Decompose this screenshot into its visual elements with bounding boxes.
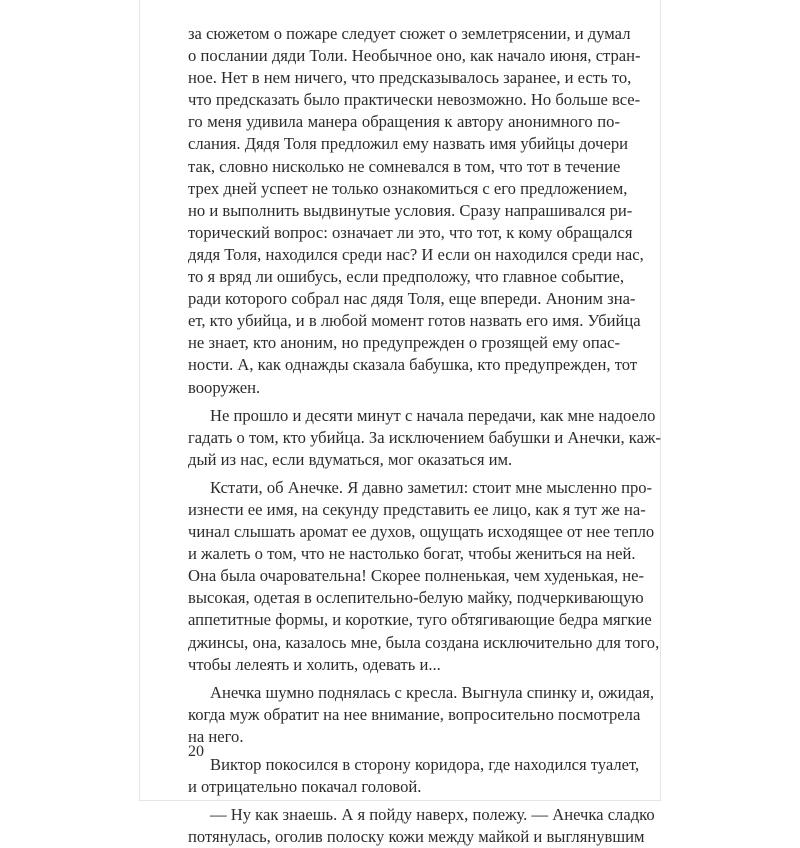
text-line: но и выполнить выдвинутые условия. Сразу напрашивался ри- — [188, 200, 633, 220]
text-line: и жалеть о том, что не настолько богат, чтобы жениться на ней. — [188, 544, 636, 564]
text-line: так, словно нисколько не сомневался в том, что тот в течение — [188, 156, 621, 176]
text-line: не знает, кто аноним, но предупрежден о грозящей ему опас- — [188, 333, 620, 353]
text-line: изнести ее имя, на секунду представить ее лицо, как я тут же на- — [188, 499, 646, 519]
text-line: чтобы лелеять и холить, одевать и... — [188, 654, 441, 674]
text-line: дядя Толя, находился среди нас? И если он находился среди нас, — [188, 244, 644, 264]
text-line: вооружен. — [188, 377, 261, 397]
text-line: Анечка шумно поднялась с кресла. Выгнула спинку и, ожидая, — [210, 682, 655, 702]
text-line: потянулась, оголив полоску кожи между майкой и выглянувшим — [188, 827, 645, 847]
text-line: когда муж обратит на нее внимание, вопросительно посмотрела — [188, 704, 641, 724]
paragraph — [188, 804, 655, 848]
paragraph — [188, 405, 661, 471]
text-line: то я вряд ли ошибусь, если предположу, что главное событие, — [188, 267, 625, 287]
text-line: Не прошло и десяти минут с начала передачи, как мне надоело — [210, 405, 656, 425]
text-line: за сюжетом о пожаре следует сюжет о землетрясении, и думал — [188, 24, 631, 43]
text-line: аппетитные формы, и короткие, туго обтягивающие бедра мягкие — [188, 610, 652, 630]
text-line: Виктор покосился в сторону коридора, где находился туалет, — [210, 755, 640, 774]
text-line: ради которого собрал нас дядя Толя, еще впереди. Аноним зна- — [188, 289, 636, 309]
paragraph — [188, 477, 660, 676]
text-line: ет, кто убийца, и в любой момент готов назвать его имя. Убийца — [188, 311, 641, 331]
text-line: торический вопрос: означает ли это, что тот, к кому обращался — [188, 222, 633, 242]
paragraph — [188, 682, 655, 748]
text-line: что предсказать было практически невозможно. Но больше все- — [188, 90, 641, 110]
text-line: ности. А, как однажды сказала бабушка, кто предупрежден, тот — [188, 355, 638, 375]
text-line: джинсы, она, казалось мне, была создана исключительно для того, — [188, 632, 660, 652]
text-line: — Ну как знаешь. А я пойду наверх, полежу. — Анечка сладко — [210, 805, 655, 825]
text-line: Кстати, об Анечке. Я давно заметил: стоит мне мысленно про- — [210, 477, 653, 497]
paragraph — [188, 23, 644, 399]
text-line: трех дней успеет не только ознакомиться с его предложением, — [188, 178, 628, 198]
page-text — [188, 23, 661, 848]
paragraph — [188, 754, 640, 798]
text-line: гадать о том, кто убийца. За исключением бабушки и Анечки, каж- — [188, 427, 661, 447]
text-line: го меня удивила манера обращения к автору анонимного по- — [188, 112, 620, 132]
text-line: дый из нас, если вдуматься, мог оказаться им. — [188, 449, 513, 469]
text-line: ное. Нет в нем ничего, что предсказывалось заранее, и есть то, — [188, 68, 632, 88]
page-number: 20 — [188, 743, 204, 760]
text-line: чинал слышать аромат ее духов, ощущать исходящее от нее тепло — [188, 522, 655, 542]
text-line: Она была очаровательна! Скорее полненькая, чем худенькая, не- — [188, 566, 645, 586]
text-line: на него. — [188, 726, 244, 746]
text-line: о послании дяди Толи. Необычное оно, как начало июня, стран- — [188, 46, 641, 66]
text-line: высокая, одетая в ослепительно-белую майку, подчеркивающую — [188, 588, 644, 608]
text-line: слания. Дядя Толя предложил ему назвать имя убийцы дочери — [188, 134, 629, 154]
book-page — [140, 0, 661, 847]
text-line: и отрицательно покачал головой. — [188, 777, 422, 797]
